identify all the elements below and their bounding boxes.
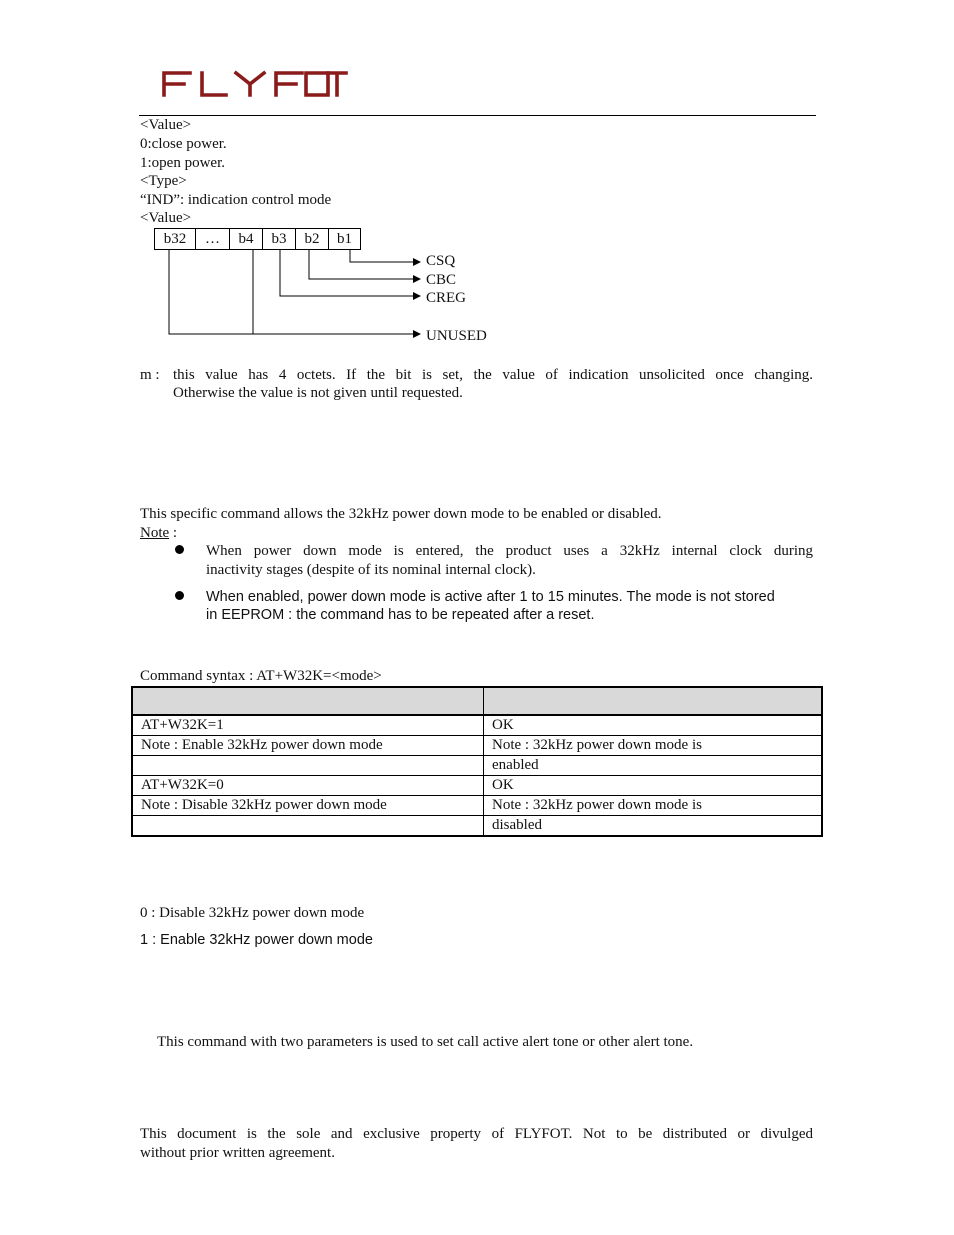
- arrow-b2-cbc: [309, 250, 420, 279]
- table-cell: AT+W32K=0: [132, 776, 484, 796]
- mode-1-text: 1 : Enable 32kHz power down mode: [140, 932, 373, 948]
- mode-0-text: 0 : Disable 32kHz power down mode: [140, 905, 365, 921]
- table-cell: Note : 32kHz power down mode is: [484, 796, 823, 816]
- bullet-1-line2: inactivity stages (despite of its nominal internal clock).: [206, 562, 536, 578]
- ind-description: “IND”: indication control mode: [140, 192, 332, 208]
- bit-b32: b32: [154, 228, 196, 250]
- bullet-dot-2: [175, 591, 184, 600]
- table-cell: enabled: [484, 756, 823, 776]
- table-row: [132, 736, 822, 756]
- table-header-row: [132, 687, 822, 715]
- arrow-b1-csq: [350, 250, 420, 262]
- table-cell: OK: [484, 715, 823, 736]
- open-power-text: 1:open power.: [140, 155, 225, 171]
- bullet-2-line1: When enabled, power down mode is active after 1 to 15 minutes. The mode is not stored: [206, 589, 775, 605]
- bit-ellipsis: …: [195, 228, 230, 250]
- table-row: [132, 796, 822, 816]
- close-power-text: 0:close power.: [140, 136, 227, 152]
- footer-line2: without prior written agreement.: [140, 1145, 335, 1161]
- bullet-2-line2: in EEPROM : the command has to be repeated after a reset.: [206, 607, 595, 623]
- bit-b4: b4: [229, 228, 263, 250]
- bullet-dot-1: [175, 545, 184, 554]
- table-row: [132, 756, 822, 776]
- table-header-cell: [132, 687, 484, 715]
- bit-mapping-diagram: [0, 0, 954, 360]
- table-cell: AT+W32K=1: [132, 715, 484, 736]
- note-colon: :: [169, 525, 178, 541]
- footer-line1: This document is the sole and exclusive property of FLYFOT. Not to be distributed or divulged: [140, 1126, 813, 1142]
- bit-b3: b3: [262, 228, 296, 250]
- value-label-2: <Value>: [140, 210, 192, 226]
- bit-b2: b2: [295, 228, 329, 250]
- note-label: Note: [140, 525, 170, 541]
- table-cell: Note : Disable 32kHz power down mode: [132, 796, 484, 816]
- command-table: [131, 686, 823, 837]
- arrow-unused: [169, 250, 420, 334]
- m-note-lead: m :: [140, 367, 160, 383]
- bullet-1-line1: When power down mode is entered, the product uses a 32kHz internal clock during: [206, 543, 813, 559]
- table-row: [132, 816, 822, 837]
- table-cell: OK: [484, 776, 823, 796]
- label-cbc: CBC: [426, 272, 457, 288]
- table-row: [132, 715, 822, 736]
- table-cell: [132, 816, 484, 837]
- m-note-line1: this value has 4 octets. If the bit is set, the value of indication unsolicited once changing.: [173, 367, 813, 383]
- value-label: <Value>: [140, 117, 192, 133]
- table-cell: Note : Enable 32kHz power down mode: [132, 736, 484, 756]
- label-csq: CSQ: [426, 253, 456, 269]
- table-row: [132, 776, 822, 796]
- table-cell: disabled: [484, 816, 823, 837]
- table-cell: [132, 756, 484, 776]
- command-syntax: Command syntax : AT+W32K=<mode>: [140, 668, 382, 684]
- m-note-line2: Otherwise the value is not given until requested.: [173, 385, 463, 401]
- table-cell: Note : 32kHz power down mode is: [484, 736, 823, 756]
- alert-description: This command with two parameters is used to set call active alert tone or other alert tone.: [157, 1034, 694, 1050]
- type-label: <Type>: [140, 173, 187, 189]
- bit-b1: b1: [328, 228, 361, 250]
- label-creg: CREG: [426, 290, 467, 306]
- note-heading: [140, 524, 177, 542]
- table-header-cell: [484, 687, 823, 715]
- label-unused: UNUSED: [426, 328, 487, 344]
- w32k-description: This specific command allows the 32kHz power down mode to be enabled or disabled.: [140, 506, 662, 522]
